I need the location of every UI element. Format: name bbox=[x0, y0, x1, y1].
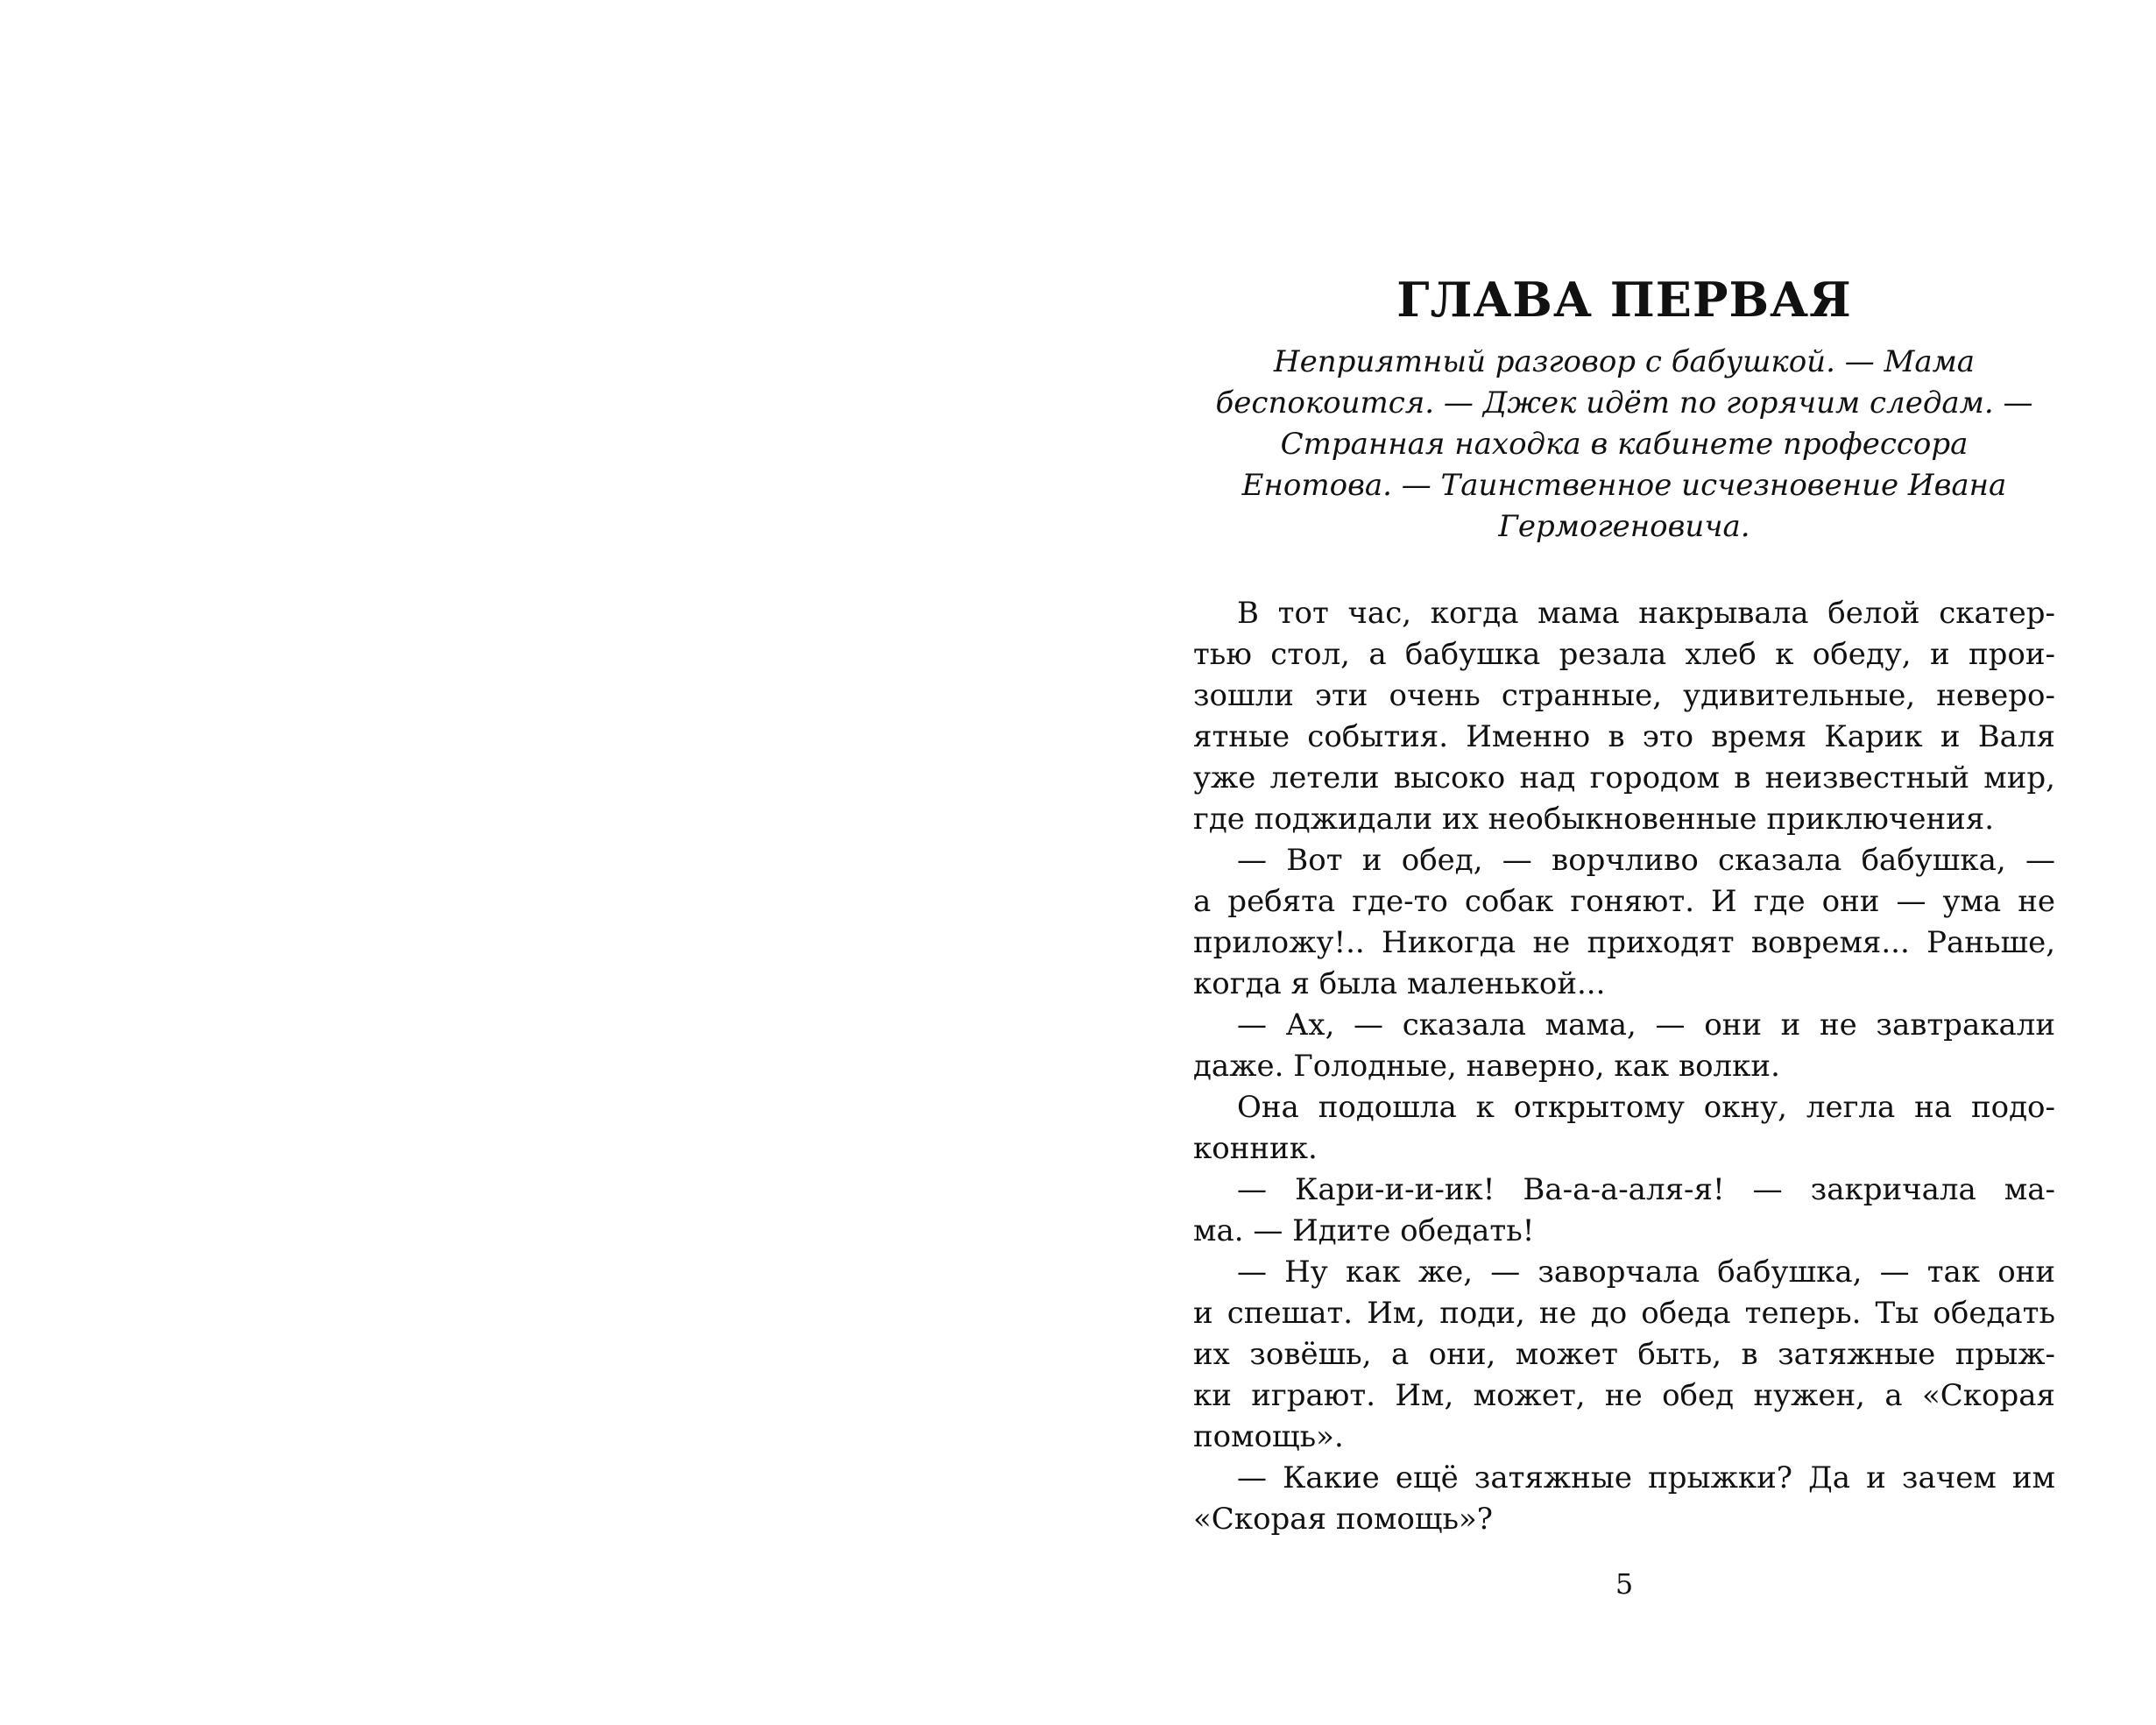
body-line: уже летели высоко над городом в неизвестный мир, bbox=[1193, 760, 2055, 795]
synopsis-line: Гермогеновича. bbox=[1498, 509, 1750, 544]
right-page bbox=[1193, 0, 2055, 1725]
body-line: ятные события. Именно в это время Карик и Валя bbox=[1193, 719, 2055, 754]
body-line: когда я была маленькой... bbox=[1193, 966, 1606, 1001]
body-line: — Ах, — сказала мама, — они и не завтракали bbox=[1237, 1007, 2055, 1043]
body-line: ки играют. Им, может, не обед нужен, а «Скорая bbox=[1193, 1378, 2055, 1413]
body-line: а ребята где-то собак гоняют. И где они — ума не bbox=[1193, 884, 2055, 919]
body-line: конник. bbox=[1193, 1131, 1318, 1166]
body-line: «Скорая помощь»? bbox=[1193, 1502, 1494, 1537]
synopsis-line: Неприятный разговор с бабушкой. — Мама bbox=[1273, 344, 1976, 379]
body-line: — Кари-и-и-ик! Ва-а-а-аля-я! — закричала ма- bbox=[1237, 1172, 2055, 1207]
body-line: приложу!.. Никогда не приходят вовремя... Раньше, bbox=[1193, 925, 2055, 960]
chapter-synopsis bbox=[1193, 342, 2055, 548]
body-line: — Какие ещё затяжные прыжки? Да и зачем им bbox=[1237, 1460, 2055, 1495]
body-line: Она подошла к открытому окну, легла на подо- bbox=[1237, 1090, 2055, 1125]
body-line: и спешат. Им, поди, не до обеда теперь. Ты обедать bbox=[1193, 1296, 2055, 1331]
body-line: где поджидали их необыкновенные приключения. bbox=[1193, 802, 1995, 837]
body-line: их зовёшь, а они, может быть, в затяжные прыж- bbox=[1193, 1337, 2055, 1372]
body-line: даже. Голодные, наверно, как волки. bbox=[1193, 1049, 1780, 1084]
body-line: помощь». bbox=[1193, 1419, 1344, 1454]
body-line: зошли эти очень странные, удивительные, неверо- bbox=[1193, 678, 2055, 713]
synopsis-line: Енотова. — Таинственное исчезновение Ивана bbox=[1241, 468, 2007, 503]
chapter-body bbox=[1193, 593, 2055, 1540]
body-line: тью стол, а бабушка резала хлеб к обеду, и прои- bbox=[1193, 637, 2055, 672]
body-line: ма. — Идите обедать! bbox=[1193, 1213, 1535, 1248]
synopsis-line: беспокоится. — Джек идёт по горячим следам. — bbox=[1215, 385, 2033, 421]
page-number: 5 bbox=[1615, 1567, 1634, 1601]
body-line: — Вот и обед, — ворчливо сказала бабушка, — bbox=[1237, 843, 2055, 878]
chapter-title: ГЛАВА ПЕРВАЯ bbox=[1396, 272, 1852, 328]
synopsis-line: Странная находка в кабинете профессора bbox=[1280, 427, 1969, 462]
body-line: В тот час, когда мама накрывала белой скатер- bbox=[1237, 596, 2055, 631]
body-line: — Ну как же, — заворчала бабушка, — так они bbox=[1237, 1255, 2055, 1290]
